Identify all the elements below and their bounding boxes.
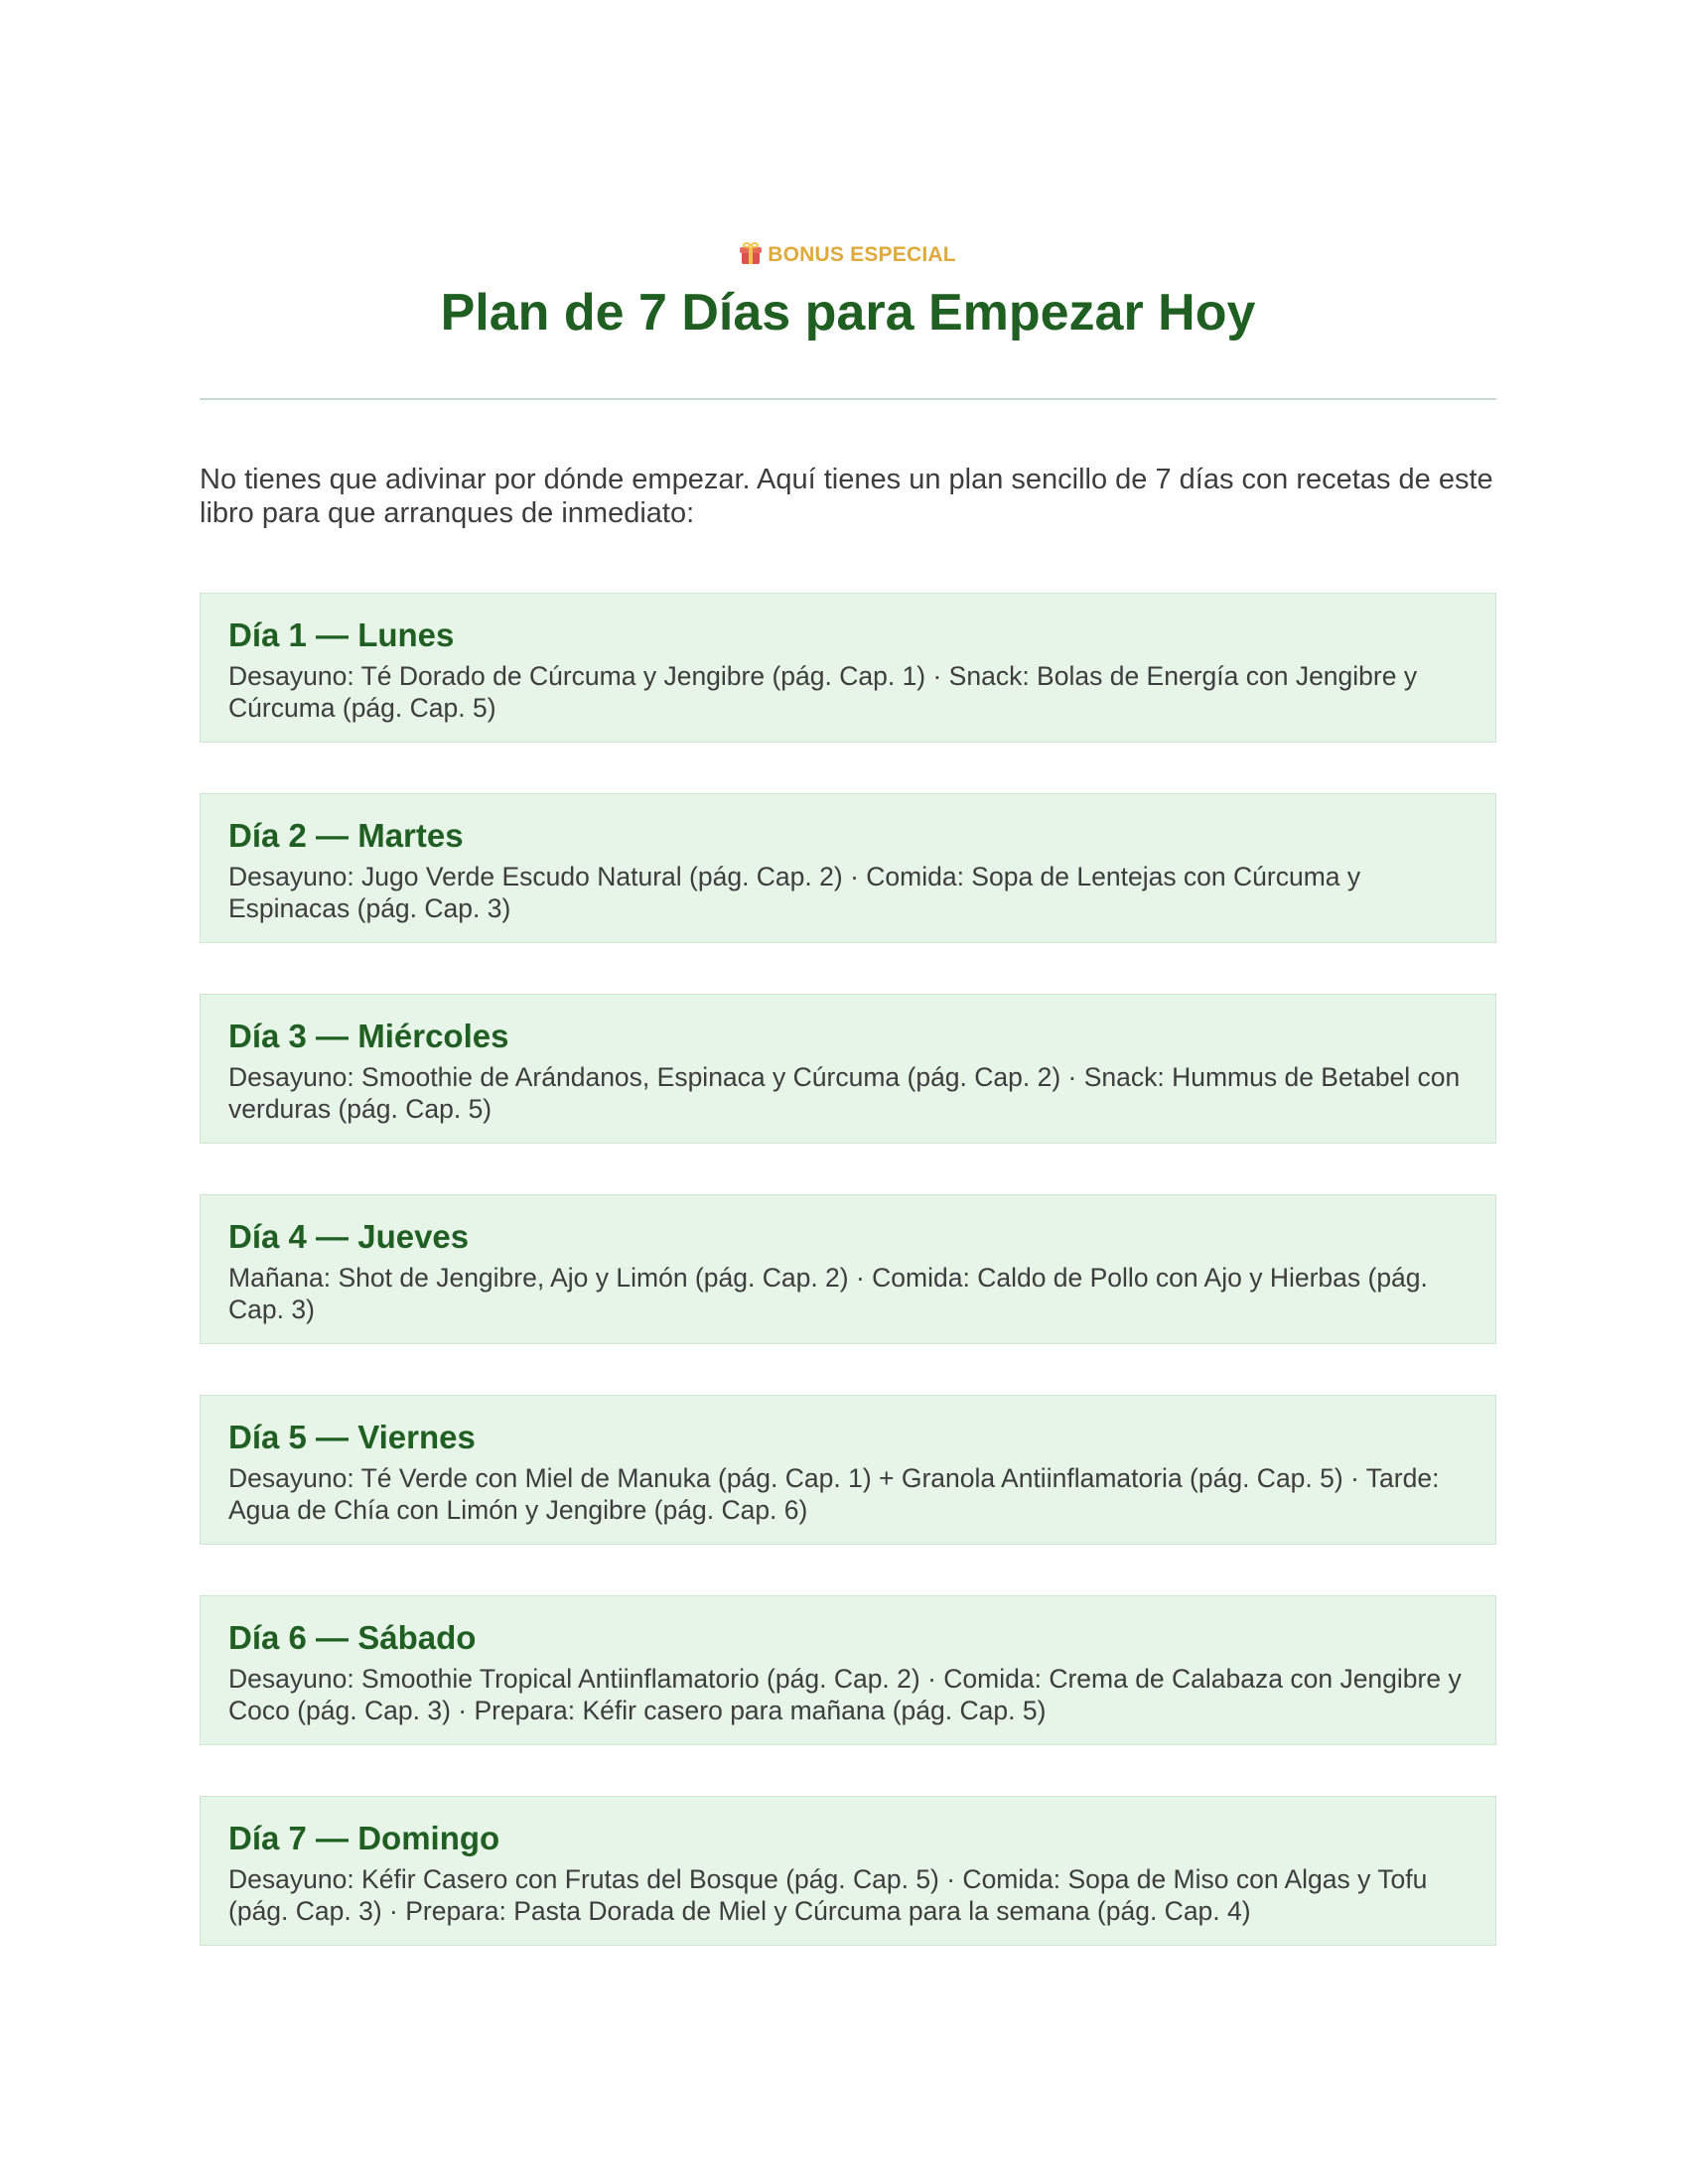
- day-plan-list: [200, 593, 1496, 1996]
- day-meals: Desayuno: Kéfir Casero con Frutas del Bosque (pág. Cap. 5) · Comida: Sopa de Miso con Algas y Tofu (pág. Cap. 3) · Prepara: Pasta Dorada de Miel y Cúrcuma para la semana (pág. Cap. 4): [228, 1864, 1428, 1926]
- bonus-label: [200, 242, 1496, 267]
- day-title: Día 5 — Viernes: [228, 1419, 476, 1455]
- day-title: Día 2 — Martes: [228, 817, 464, 854]
- day-meals: Desayuno: Té Dorado de Cúrcuma y Jengibre (pág. Cap. 1) · Snack: Bolas de Energía con Jengibre y Cúrcuma (pág. Cap. 5): [228, 661, 1418, 723]
- day-meals: Desayuno: Smoothie Tropical Antiinflamatorio (pág. Cap. 2) · Comida: Crema de Calabaza con Jengibre y Coco (pág. Cap. 3) · Prepara: Kéfir casero para mañana (pág. Cap. 5): [228, 1664, 1462, 1725]
- day-card-1: [200, 593, 1496, 743]
- title-divider: [200, 398, 1496, 400]
- day-meals: Mañana: Shot de Jengibre, Ajo y Limón (pág. Cap. 2) · Comida: Caldo de Pollo con Ajo y Hierbas (pág. Cap. 3): [228, 1263, 1428, 1324]
- day-card-5: [200, 1395, 1496, 1545]
- day-title: Día 6 — Sábado: [228, 1619, 477, 1656]
- day-title: Día 7 — Domingo: [228, 1820, 500, 1856]
- day-card-2: [200, 793, 1496, 943]
- bonus-text: BONUS ESPECIAL: [768, 243, 956, 266]
- gift-icon: [740, 242, 762, 264]
- day-meals: Desayuno: Smoothie de Arándanos, Espinaca y Cúrcuma (pág. Cap. 2) · Snack: Hummus de Betabel con verduras (pág. Cap. 5): [228, 1062, 1461, 1124]
- day-title: Día 3 — Miércoles: [228, 1018, 509, 1054]
- day-title: Día 4 — Jueves: [228, 1218, 470, 1255]
- day-card-4: [200, 1194, 1496, 1344]
- day-meals: Desayuno: Jugo Verde Escudo Natural (pág. Cap. 2) · Comida: Sopa de Lentejas con Cúrcuma y Espinacas (pág. Cap. 3): [228, 862, 1361, 923]
- day-card-6: [200, 1595, 1496, 1745]
- day-title: Día 1 — Lunes: [228, 616, 455, 653]
- day-card-7: [200, 1796, 1496, 1946]
- day-meals: Desayuno: Té Verde con Miel de Manuka (pág. Cap. 1) + Granola Antiinflamatoria (pág. Cap. 5) · Tarde: Agua de Chía con Limón y Jengibre (pág. Cap. 6): [228, 1463, 1440, 1525]
- page-title: Plan de 7 Días para Empezar Hoy: [440, 284, 1256, 341]
- day-card-3: [200, 994, 1496, 1144]
- intro-paragraph: No tienes que adivinar por dónde empezar. Aquí tienes un plan sencillo de 7 días con recetas de este libro para que arranques de inmediato:: [200, 464, 1493, 529]
